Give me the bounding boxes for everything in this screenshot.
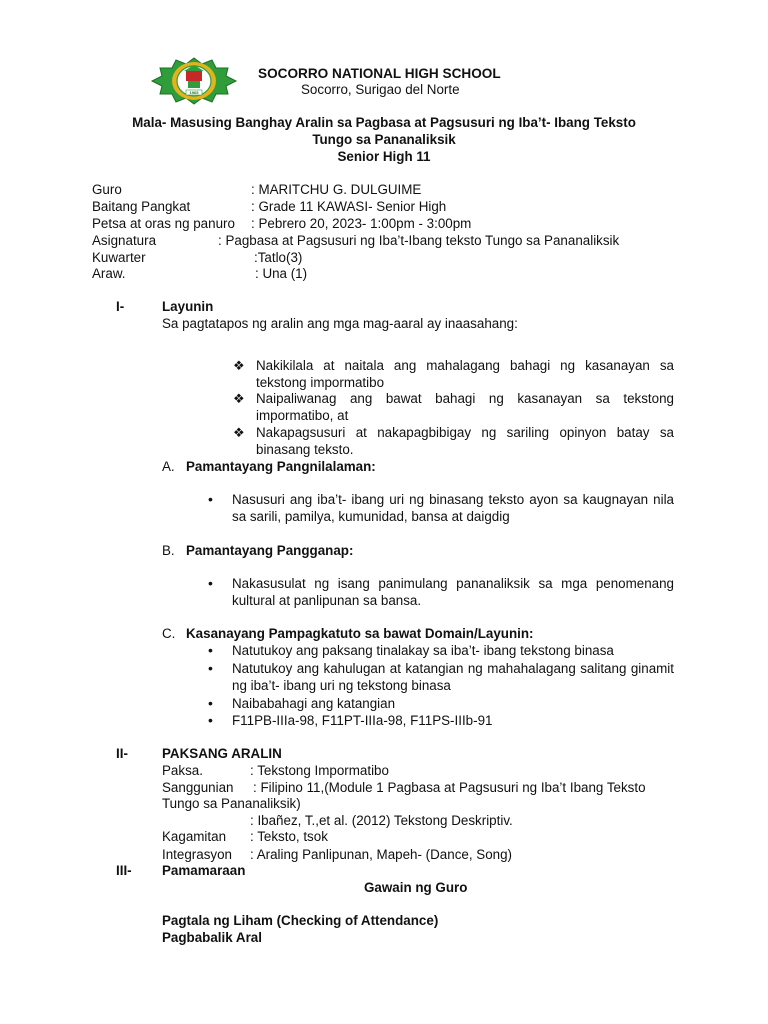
school-seal-logo: [150, 56, 238, 106]
objective-2: Naipaliwanag ang bawat bahagi ng kasanayan sa tekstong impormatibo, at: [256, 391, 674, 423]
subsection-c-item-1: Natutukoy ang paksang tinalakay sa iba’t- ibang tekstong binasa: [232, 643, 614, 658]
objective-1: Nakikilala at naitala ang mahalagang bahagi ng kasanayan sa tekstong impormatibo: [256, 358, 674, 390]
school-address: Socorro, Surigao del Norte: [301, 82, 460, 97]
gawain-ng-guro-heading: Gawain ng Guro: [364, 880, 468, 895]
info-value-araw: : Una (1): [255, 266, 308, 281]
bullet-icon: •: [208, 642, 213, 658]
plan-title-line1: Mala- Masusing Banghay Aralin sa Pagbasa at Pagsusuri ng Iba’t- Ibang Teksto: [132, 115, 636, 130]
bullet-icon: •: [208, 712, 213, 728]
info-label-kuwarter: Kuwarter: [92, 250, 146, 265]
section2-numeral: II-: [116, 746, 128, 761]
kagamitan-label: Kagamitan: [162, 829, 227, 844]
plan-title-line3: Senior High 11: [337, 149, 431, 164]
bullet-icon: •: [208, 695, 213, 711]
diamond-bullet-icon: ❖: [233, 391, 245, 406]
info-value-kuwarter: :Tatlo(3): [254, 250, 303, 265]
section2-title: PAKSANG ARALIN: [162, 746, 282, 761]
info-label-petsa: Petsa at oras ng panuro: [92, 216, 235, 231]
integrasyon-label: Integrasyon: [162, 847, 232, 862]
subsection-c-title: Kasanayang Pampagkatuto sa bawat Domain/Layunin:: [186, 626, 534, 641]
subsection-a-title: Pamantayang Pangnilalaman:: [186, 459, 376, 474]
paksa-label: Paksa.: [162, 763, 203, 778]
sanggunian-value-cont: Tungo sa Pananaliksik): [162, 796, 301, 811]
section1-numeral: I-: [116, 299, 125, 314]
subsection-c-item-3: Naibabahagi ang katangian: [232, 696, 396, 711]
info-label-guro: Guro: [92, 182, 122, 197]
section3-title: Pamamaraan: [162, 863, 246, 878]
subsection-a-letter: A.: [162, 459, 175, 474]
svg-text:1965: 1965: [189, 90, 199, 96]
section1-intro: Sa pagtatapos ng aralin ang mga mag-aaral ay inaasahang:: [162, 316, 518, 331]
plan-title-line2: Tungo sa Pananaliksik: [312, 132, 456, 147]
subsection-b-item: Nakasusulat ng isang panimulang pananaliksik sa mga penomenang kultural at panlipunan sa bansa.: [232, 576, 674, 608]
school-name: SOCORRO NATIONAL HIGH SCHOOL: [258, 66, 501, 81]
info-label-araw: Araw.: [92, 266, 126, 281]
kagamitan-value: : Teksto, tsok: [250, 829, 328, 844]
objective-3: Nakapagsusuri at nakapagbibigay ng sariling opinyon batay sa binasang teksto.: [256, 425, 674, 457]
subsection-b-letter: B.: [162, 543, 175, 558]
bullet-icon: •: [208, 491, 213, 507]
subsection-c-item-2: Natutukoy ang kahulugan at katangian ng mahahalagang salitang ginamit ng iba’t- ibang uri ng tekstong binasa: [232, 661, 674, 693]
info-value-asignatura: : Pagbasa at Pagsusuri ng Iba’t-Ibang teksto Tungo sa Pananaliksik: [218, 233, 620, 248]
section1-title: Layunin: [162, 299, 214, 314]
subsection-c-item-4: F11PB-IIIa-98, F11PT-IIIa-98, F11PS-IIIb-91: [232, 713, 493, 728]
info-value-guro: : MARITCHU G. DULGUIME: [251, 182, 422, 197]
diamond-bullet-icon: ❖: [233, 358, 245, 373]
info-value-petsa: : Pebrero 20, 2023- 1:00pm - 3:00pm: [251, 216, 472, 231]
bullet-icon: •: [208, 660, 213, 676]
info-label-asignatura: Asignatura: [92, 233, 157, 248]
sanggunian-value-2: : Ibañez, T.,et al. (2012) Tekstong Deskriptiv.: [250, 813, 513, 828]
diamond-bullet-icon: ❖: [233, 425, 245, 440]
subsection-c-letter: C.: [162, 626, 176, 641]
pagbabalik-aral-heading: Pagbabalik Aral: [162, 930, 262, 945]
sanggunian-value: : Filipino 11,(Module 1 Pagbasa at Pagsusuri ng Iba’t Ibang Teksto: [253, 780, 646, 795]
sanggunian-label: Sanggunian: [162, 780, 234, 795]
pagtala-heading: Pagtala ng Liham (Checking of Attendance): [162, 913, 439, 928]
paksa-value: : Tekstong Impormatibo: [250, 763, 389, 778]
subsection-b-title: Pamantayang Pangganap:: [186, 543, 354, 558]
bullet-icon: •: [208, 575, 213, 591]
info-label-baitang: Baitang Pangkat: [92, 199, 191, 214]
subsection-a-item: Nasusuri ang iba’t- ibang uri ng binasang teksto ayon sa kaugnayan nila sa sarili, pamilya, kumunidad, bansa at daigdig: [232, 492, 674, 524]
integrasyon-value: : Araling Panlipunan, Mapeh- (Dance, Song): [250, 847, 513, 862]
section3-numeral: III-: [116, 863, 132, 878]
info-value-baitang: : Grade 11 KAWASI- Senior High: [251, 199, 447, 214]
